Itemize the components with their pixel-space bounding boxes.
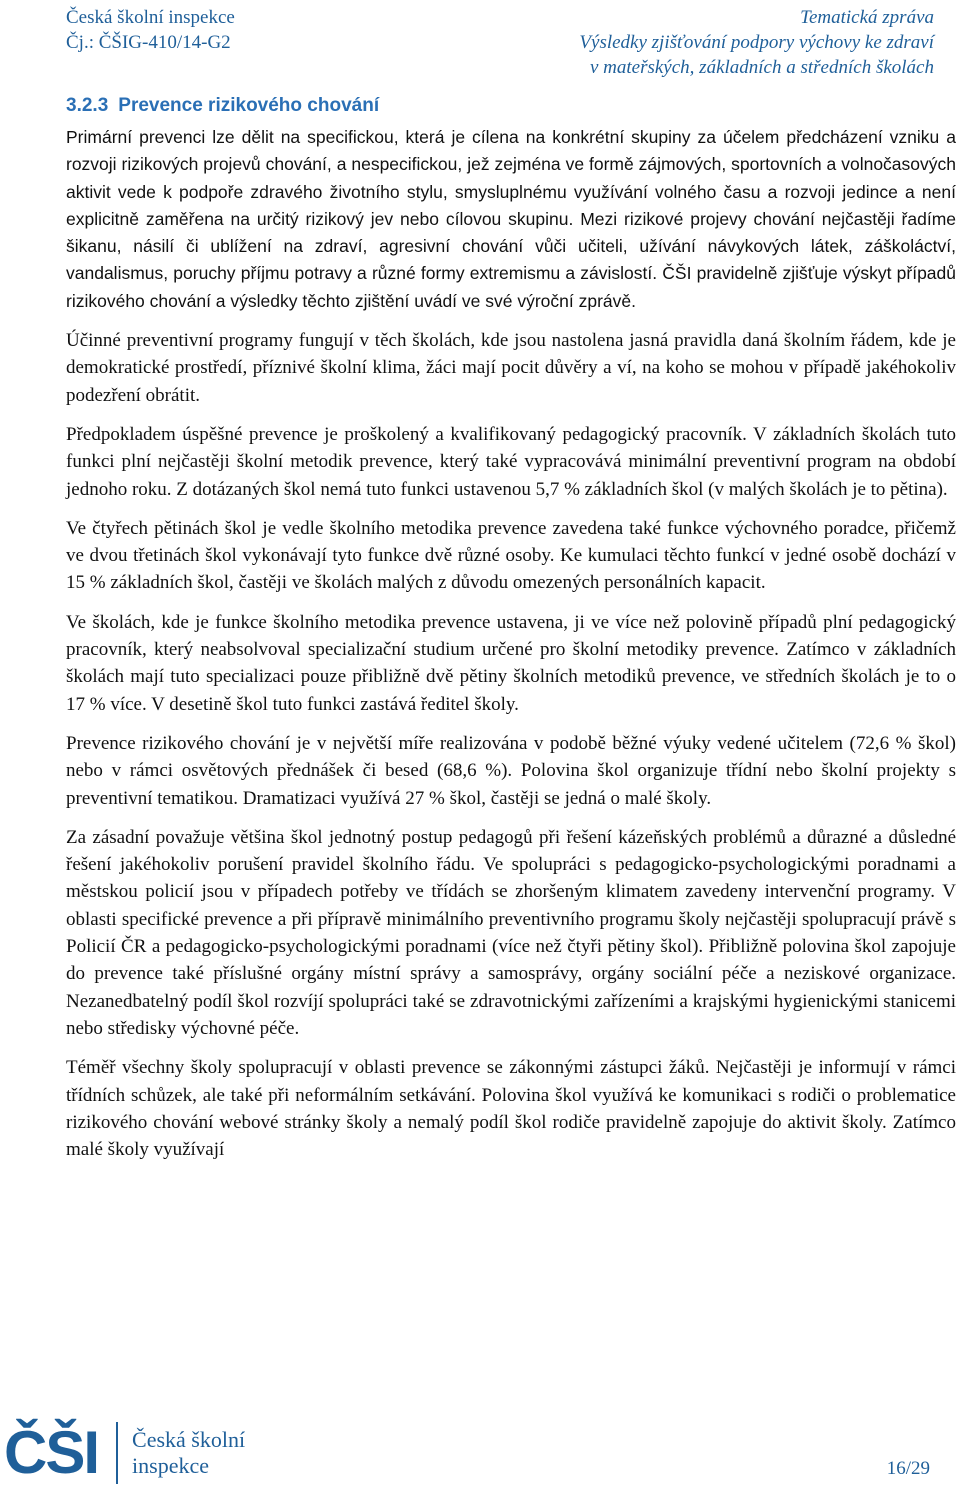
paragraph: Primární prevenci lze dělit na specifickou, která je cílena na konkrétní skupiny za účelem předcházení vzniku a rozvoji rizikových projevů chování, a nespecifickou, jež zejména ve formě zájmových, sportovních a volnočasových aktivit vede k podpoře zdravého životního stylu, smysluplnému využívání volného času a rozvoji jedince a není explicitně zaměřena na určitý rizikový jev nebo cílovou skupinu. Mezi rizikové projevy chování nejčastěji řadíme šikanu, násilí či ublížení na zdraví, agresivní chování vůči učiteli, užívání návykových látek, záškoláctví, vandalismus, poruchy příjmu potravy a různé formy extremismu a závislostí. ČŠI pravidelně zjišťuje výskyt případů rizikového chování a výsledky těchto zjištění uvádí ve své výroční zprávě. bbox=[66, 127, 956, 311]
header-left bbox=[66, 5, 235, 55]
page-number: 16/29 bbox=[886, 1458, 930, 1479]
csi-logo bbox=[4, 1419, 246, 1486]
logo-text-line: inspekce bbox=[132, 1453, 209, 1478]
header-reference-number: Čj.: ČŠIG-410/14-G2 bbox=[66, 32, 231, 53]
paragraph: Téměř všechny školy spolupracují v oblasti prevence se zákonnými zástupci žáků. Nejčastěji je informují v rámci třídních schůzek, ale také při neformálním setkávání. Polovina škol využívá ke komunikaci s rodiči o problematice rizikového chování webové stránky školy a nemalý podíl škol rodiče pravidelně zapojuje do aktivit školy. Zatímco malé školy využívají bbox=[66, 1057, 956, 1161]
header-report-title: Výsledky zjišťování podpory výchovy ke zdraví bbox=[579, 32, 934, 53]
header-report-scope: v mateřských, základních a středních školách bbox=[589, 57, 934, 78]
paragraph: Předpokladem úspěšné prevence je proškolený a kvalifikovaný pedagogický pracovník. V základních školách tuto funkci plní nejčastěji školní metodik prevence, který také vypracovává minimální preventivní program na období jednoho roku. Z dotázaných škol nemá tuto funkci ustavenou 5,7 % základních škol (v malých školách je to pětina). bbox=[66, 423, 956, 500]
csi-logo-mark: ČŠI bbox=[4, 1419, 99, 1486]
header-right bbox=[579, 5, 934, 80]
section-number: 3.2.3 bbox=[66, 95, 109, 116]
paragraph: Za zásadní považuje většina škol jednotný postup pedagogů při řešení kázeňských problémů a důrazné a důsledné řešení jakéhokoliv porušení pravidel školního řádu. Ve spolupráci s pedagogicko-psychologickými poradnami a městskou policií jsou v případech potřeby ve třídách se zhoršeným klimatem zavedeny intervenční programy. V oblasti specifické prevence a při přípravě minimálního preventivního programu školy nejčastěji spolupracují právě s Policií ČR a pedagogicko-psychologickými poradnami (více než čtyři pětiny škol). Přibližně polovina škol zapojuje do prevence také příslušné orgány místní správy a samosprávy, orgány sociální péče a neziskové organizace. Nezanedbatelný podíl škol rozvíjí spolupráci také se zdravotnickými zařízeními a krajskými hygienickými stanicemi nebo středisky výchovné péče. bbox=[66, 826, 956, 1039]
paragraph: Ve čtyřech pětinách škol je vedle školního metodika prevence zavedena také funkce výchovného poradce, přičemž ve dvou třetinách škol vykonávají tyto funkce dvě různé osoby. Ke kumulaci těchto funkcí v jedné osobě dochází v 15 % základních škol, častěji ve školách malých z důvodu omezených personálních kapacit. bbox=[66, 517, 956, 594]
logo-text-line: Česká školní bbox=[132, 1427, 246, 1452]
paragraph: Prevence rizikového chování je v největší míře realizována v podobě běžné výuky vedené učitelem (72,6 % škol) nebo v rámci osvětových přednášek či besed (68,6 %). Polovina škol organizuje třídní nebo školní projekty s preventivní tematikou. Dramatizaci využívá 27 % škol, častěji se jedná o malé školy. bbox=[66, 732, 956, 809]
section-heading bbox=[66, 95, 389, 117]
header-organization: Česká školní inspekce bbox=[66, 7, 235, 28]
paragraph: Ve školách, kde je funkce školního metodika prevence ustavena, ji ve více než polovině případů plní pedagogický pracovník, který neabsolvoval specializační studium určené pro školní metodiky prevence. Zatímco v základních školách mají tuto specializaci pouze přibližně dvě pětiny školních metodiků prevence, ve středních školách je to o 17 % více. V desetině škol tuto funkci zastává ředitel školy. bbox=[66, 611, 956, 715]
csi-logo-text bbox=[132, 1427, 245, 1479]
logo-divider bbox=[116, 1422, 118, 1484]
section-title: Prevence rizikového chování bbox=[118, 95, 380, 116]
paragraph: Účinné preventivní programy fungují v těch školách, kde jsou nastolena jasná pravidla daná školním řádem, kde je demokratické prostředí, příznivé školní klima, žáci mají pocit důvěry a ví, na koho se mohou v případě jakéhokoliv podezření obrátit. bbox=[66, 330, 956, 406]
document-body bbox=[66, 124, 956, 1175]
header-report-type: Tematická zpráva bbox=[800, 7, 934, 28]
